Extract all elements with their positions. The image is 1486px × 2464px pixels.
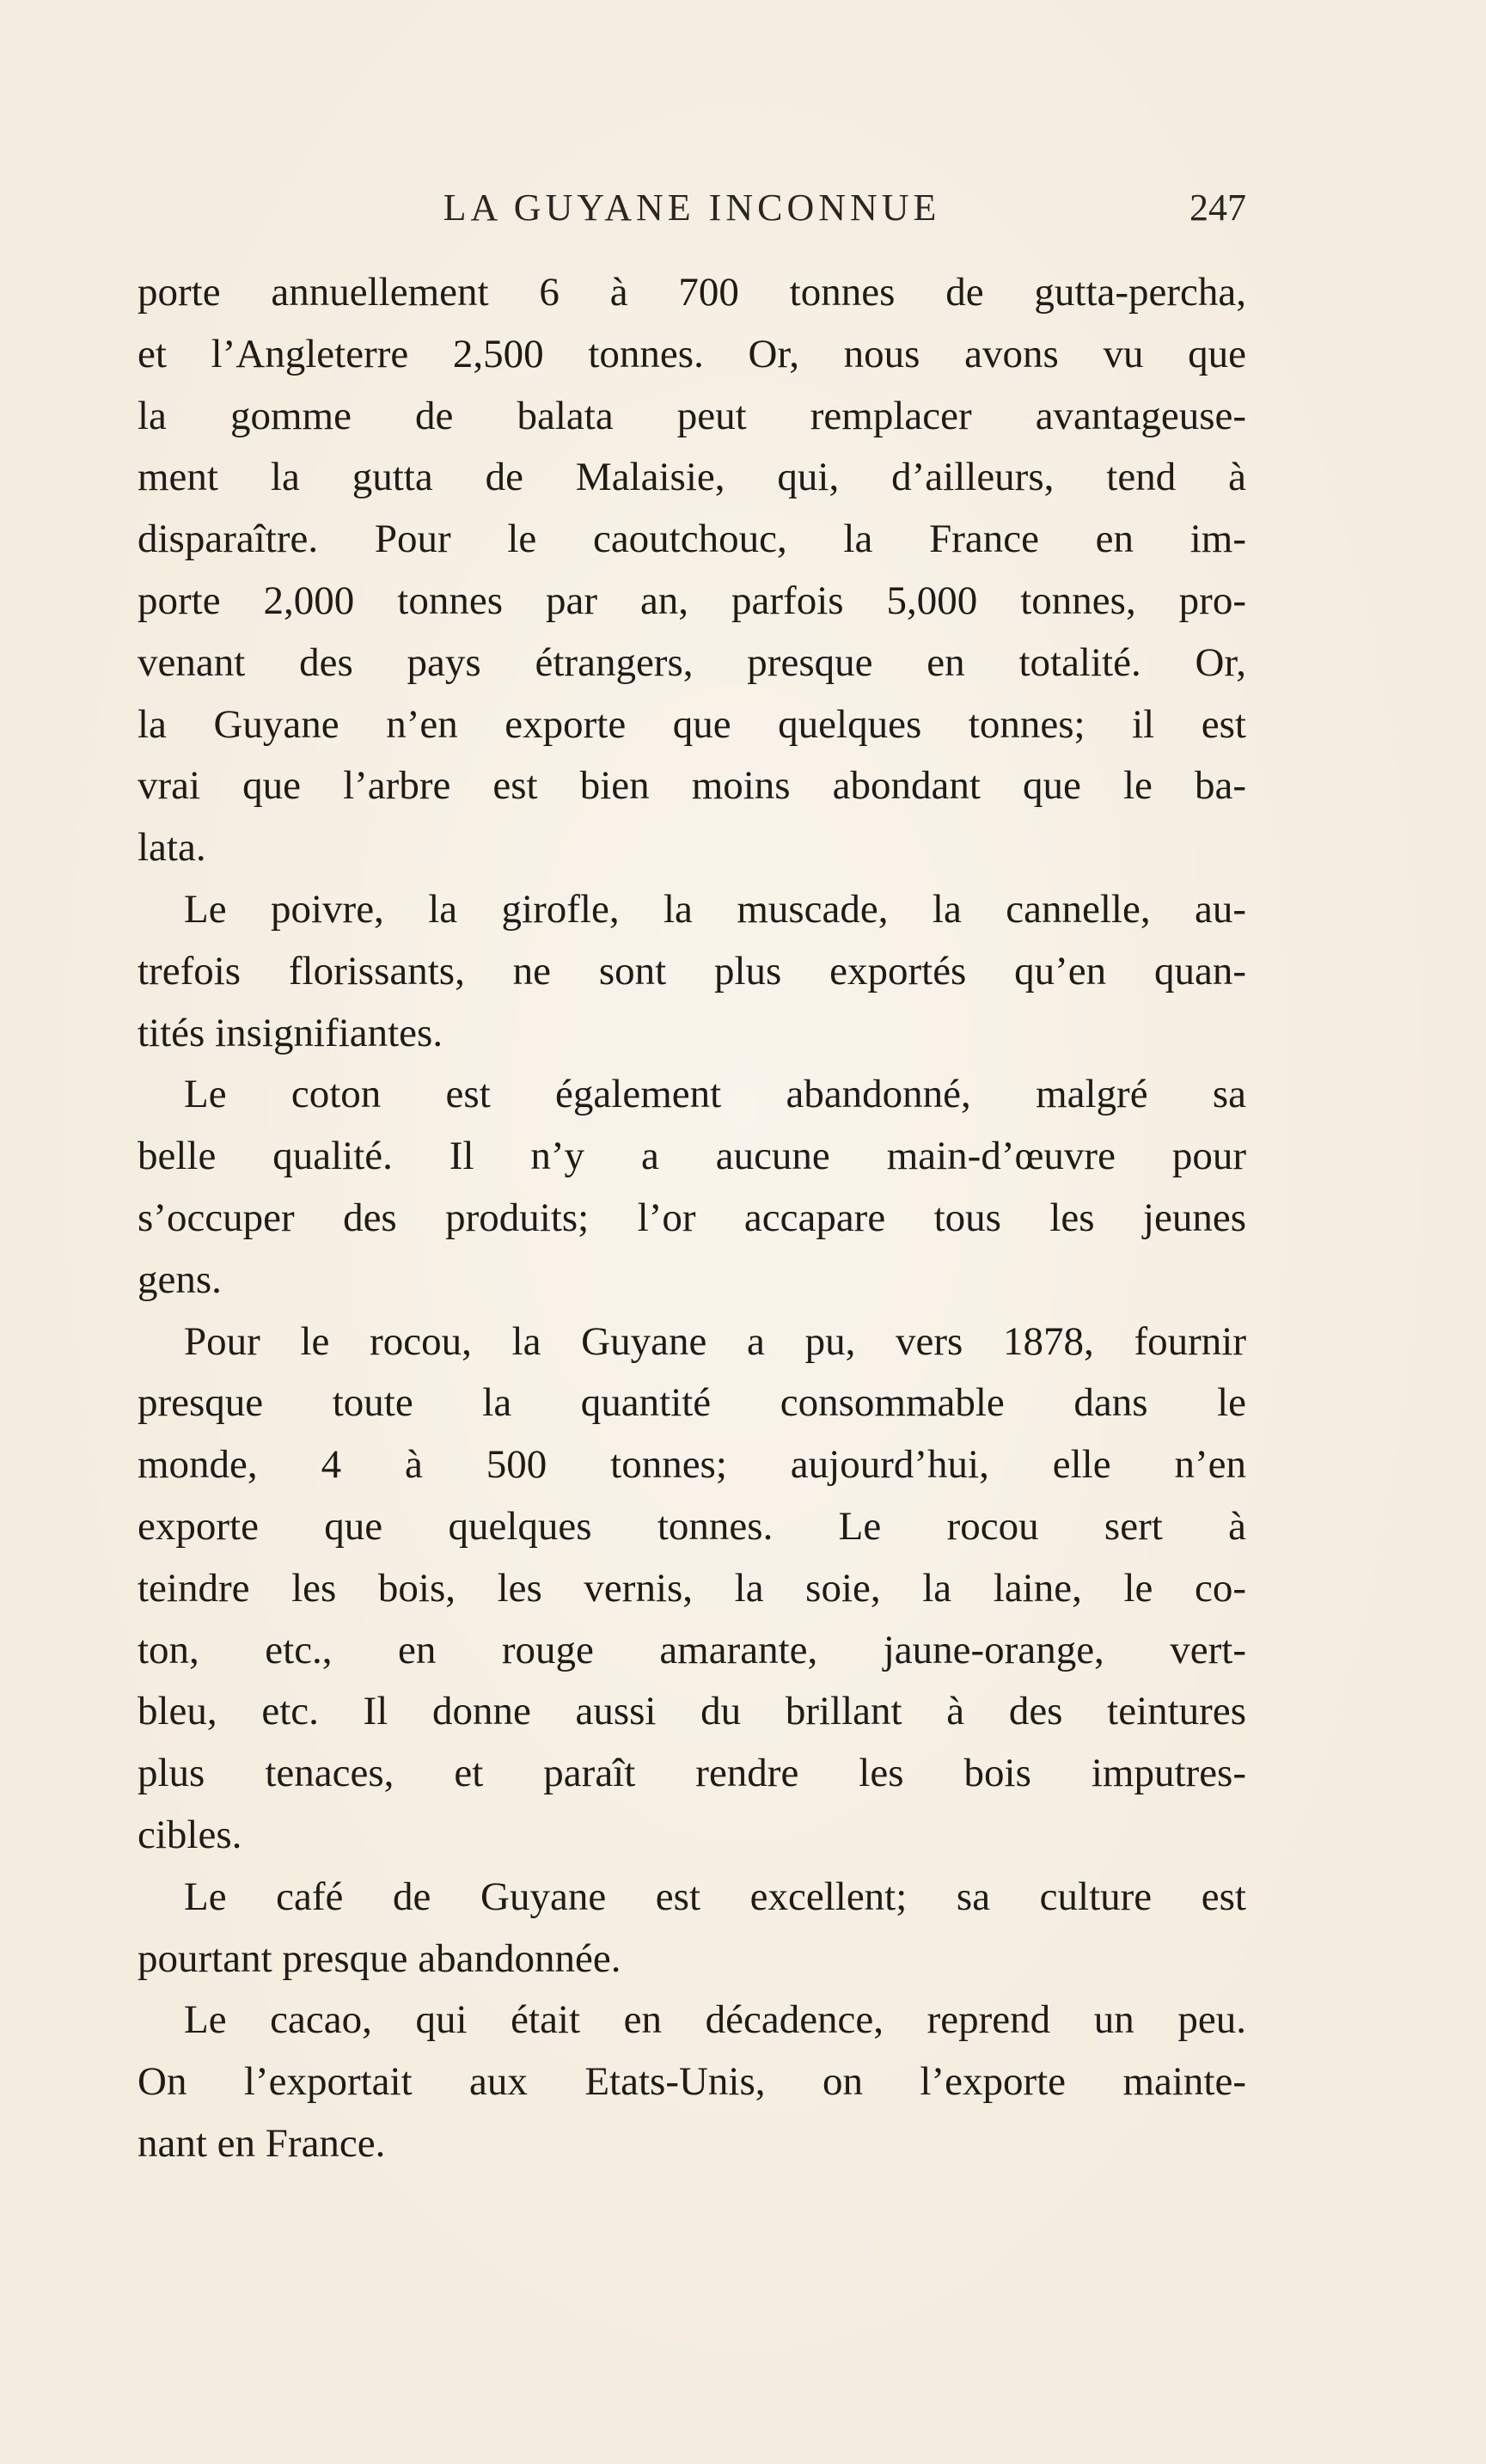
running-title: LA GUYANE INCONNUE [443,186,941,229]
text-line: exporte que quelques tonnes. Le rocou sert à [138,1503,1246,1549]
text-line: la gomme de balata peut remplacer avantageuse- [138,393,1246,438]
text-line: nant en France. [138,2120,386,2166]
text-line: porte 2,000 tonnes par an, parfois 5,000 tonnes, pro- [138,578,1246,623]
text-line: pourtant presque abandonnée. [138,1935,621,1981]
text-line: Pour le rocou, la Guyane a pu, vers 1878, fournir [184,1318,1246,1364]
text-line: Le poivre, la girofle, la muscade, la cannelle, au- [184,886,1246,932]
paragraph-spices [138,879,1246,1064]
running-head [138,182,1246,234]
paragraph-coffee [138,1867,1246,1990]
text-line: presque toute la quantité consommable dans le [138,1380,1246,1426]
text-line: cibles. [138,1812,242,1857]
paragraph-cotton [138,1064,1246,1311]
text-line: tités insignifiantes. [138,1010,443,1055]
text-line: trefois florissants, ne sont plus exportés qu’en quan- [138,948,1246,994]
text-line: porte annuellement 6 à 700 tonnes de gutta-percha, [138,270,1246,315]
text-line: vrai que l’arbre est bien moins abondant que le ba- [138,763,1246,809]
text-line: disparaître. Pour le caoutchouc, la France en im- [138,517,1246,562]
text-line: bleu, etc. Il donne aussi du brillant à des teintures [138,1689,1246,1734]
text-line: belle qualité. Il n’y a aucune main-d’œuvre pour [138,1134,1246,1179]
page-number: 247 [1189,186,1246,229]
paragraph-rocou [138,1311,1246,1867]
paragraph-cocoa [138,1990,1246,2174]
paragraph-gutta-percha [138,262,1246,879]
text-line: ton, etc., en rouge amarante, jaune-orange, vert- [138,1627,1246,1672]
text-line: plus tenaces, et paraît rendre les bois imputres- [138,1751,1246,1796]
text-line: lata. [138,825,206,871]
text-line: monde, 4 à 500 tonnes; aujourd’hui, elle n’en [138,1442,1246,1488]
text-line: et l’Angleterre 2,500 tonnes. Or, nous avons vu que [138,331,1246,376]
text-line: teindre les bois, les vernis, la soie, la laine, le co- [138,1565,1246,1611]
text-line: ment la gutta de Malaisie, qui, d’ailleurs, tend à [138,455,1246,500]
body-text [138,262,1246,2175]
text-line: la Guyane n’en exporte que quelques tonnes; il est [138,701,1246,747]
text-line: venant des pays étrangers, presque en totalité. Or, [138,639,1246,685]
text-line: On l’exportait aux Etats-Unis, on l’exporte mainte- [138,2059,1246,2105]
text-line: Le coton est également abandonné, malgré sa [184,1072,1246,1117]
text-line: Le cacao, qui était en décadence, reprend un peu. [184,1997,1246,2043]
text-line: s’occuper des produits; l’or accapare tous les jeunes [138,1195,1246,1240]
text-line: Le café de Guyane est excellent; sa culture est [184,1874,1246,1919]
text-line: gens. [138,1256,222,1302]
